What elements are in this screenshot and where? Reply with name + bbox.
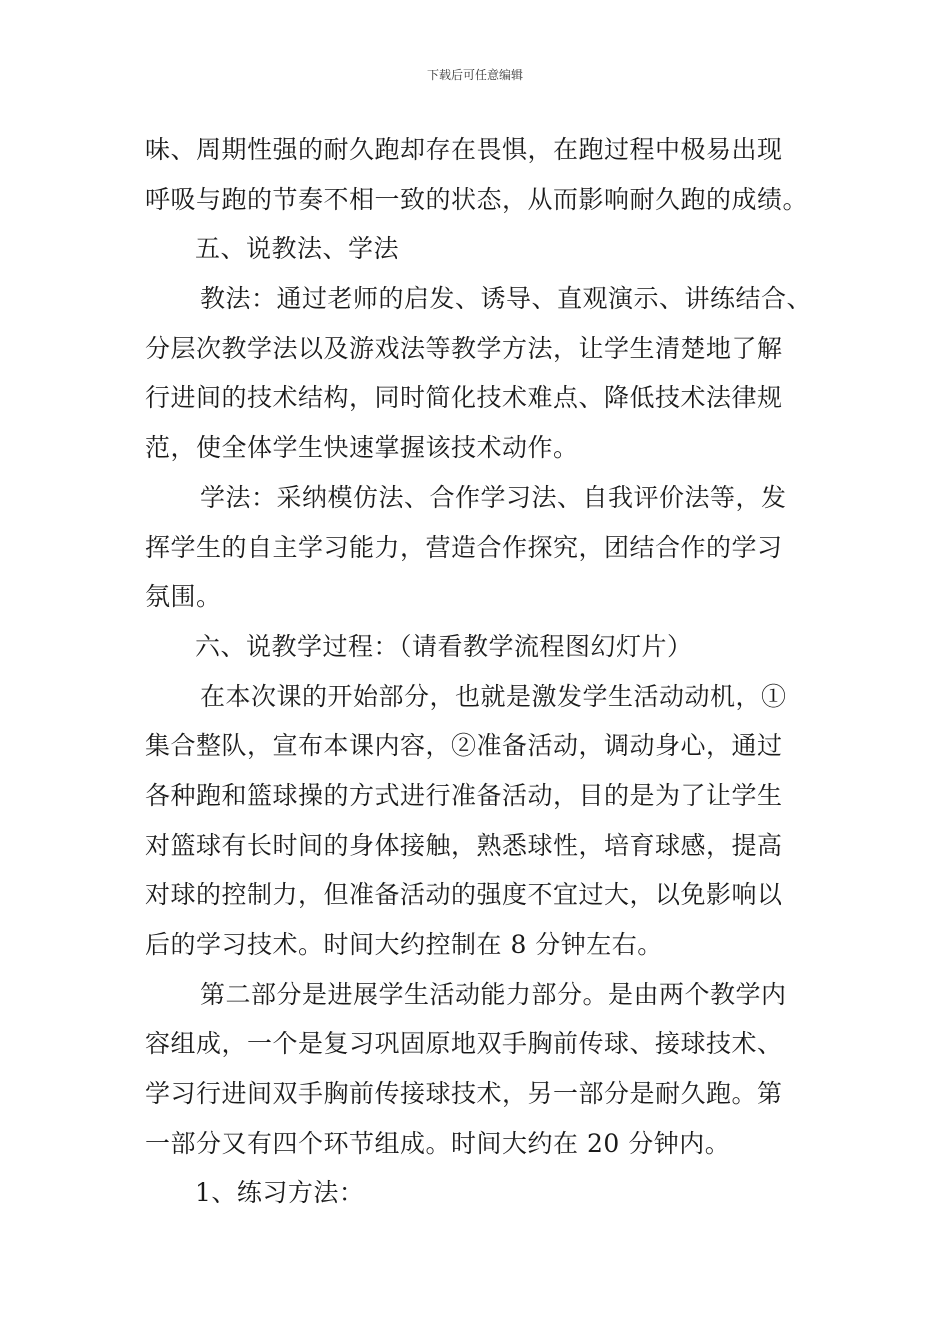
section-heading: 六、说教学过程：（请看教学流程图幻灯片） [195,632,693,661]
text-line: 后的学习技术。时间大约控制在 8 分钟左右。 [145,930,663,959]
text-line: 集合整队，宣布本课内容，②准备活动，调动身心，通过 [145,731,783,760]
text-line: 分层次教学法以及游戏法等教学方法，让学生清楚地了解 [145,334,783,363]
text-line: 范，使全体学生快速掌握该技术动作。 [145,433,579,462]
section-heading: 五、说教法、学法 [195,234,400,263]
page-header: 下载后可任意编辑 [426,68,523,82]
text-line: 学习行进间双手胸前传接球技术，另一部分是耐久跑。第 [145,1079,783,1108]
text-line: 学法：采纳模仿法、合作学习法、自我评价法等，发 [200,483,787,512]
text-line: 对球的控制力，但准备活动的强度不宜过大，以免影响以 [145,880,783,909]
text-line: 氛围。 [145,582,222,611]
section-heading: 1、练习方法： [195,1178,365,1207]
text-line: 第二部分是进展学生活动能力部分。是由两个教学内 [200,980,787,1009]
text-line: 在本次课的开始部分，也就是激发学生活动动机，① [200,682,787,711]
text-line: 各种跑和篮球操的方式进行准备活动，目的是为了让学生 [145,781,783,810]
text-line: 味、周期性强的耐久跑却存在畏惧，在跑过程中极易出现 [145,135,783,164]
text-line: 容组成，一个是复习巩固原地双手胸前传球、接球技术、 [145,1029,783,1058]
text-line: 一部分又有四个环节组成。时间大约在 20 分钟内。 [145,1129,731,1158]
text-line: 呼吸与跑的节奏不相一致的状态，从而影响耐久跑的成绩。 [145,185,809,214]
text-line: 教法：通过老师的启发、诱导、直观演示、讲练结合、 [200,284,813,313]
text-line: 对篮球有长时间的身体接触，熟悉球性，培育球感，提高 [145,831,783,860]
text-line: 挥学生的自主学习能力，营造合作探究，团结合作的学习 [145,533,783,562]
text-line: 行进间的技术结构，同时简化技术难点、降低技术法律规 [145,383,783,412]
